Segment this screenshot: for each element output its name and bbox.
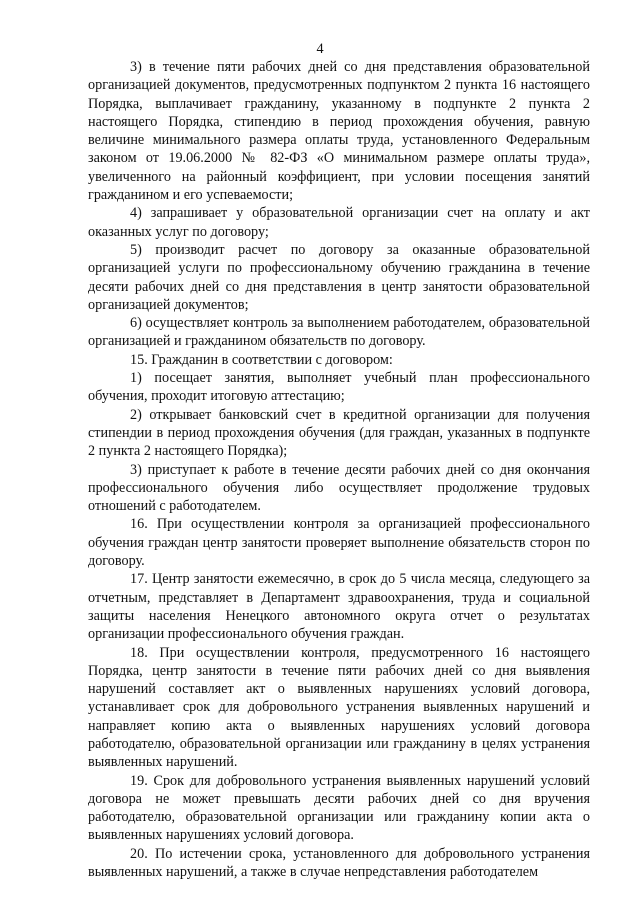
paragraph-19: 19. Срок для добровольного устранения выявленных нарушений условий договора не может превышать десяти рабочих дней со дня вручения работодателю, образовательной организации или гражданину копии акта о выявленных нарушениях условий договора.: [88, 772, 590, 844]
paragraph-16: 16. При осуществлении контроля за организацией профессионального обучения граждан центр занятости проверяет выполнение обязательств сторон по договору.: [88, 516, 590, 570]
paragraph-14-4: 4) запрашивает у образовательной организации счет на оплату и акт оказанных услуг по договору;: [88, 205, 590, 240]
paragraph-17: 17. Центр занятости ежемесячно, в срок до 5 числа месяца, следующего за отчетным, представляет в Департамент здравоохранения, труда и социальной защиты населения Ненецкого автономного округа отчет о результатах организации профессионального обучения граждан.: [88, 571, 590, 643]
paragraph-18: 18. При осуществлении контроля, предусмотренного 16 настоящего Порядка, центр занятости в течение пяти рабочих дней со дня выявления нарушений составляет акт о выявленных нарушениях условий договора, устанавливает срок для добровольного устранения выявленных нарушений и направляет копию акта о выявленных нарушениях условий договора работодателю, образовательной организации или гражданину в целях устранения выявленных нарушений.: [88, 644, 590, 771]
page-number: 4: [316, 41, 324, 57]
document-body: [88, 58, 590, 881]
paragraph-14-3: 3) в течение пяти рабочих дней со дня представления образовательной организацией документов, предусмотренных подпунктом 2 пункта 16 настоящего Порядка, выплачивает гражданину, указанному в подпункте 2 пункта 2 настоящего Порядка, стипендию в период прохождения обучения, равную величине минимального размера оплаты труда, установленного Федеральным законом от 19.06.2000 № 82-ФЗ «О минимальном размере оплаты труда», увеличенного на районный коэффициент, при условии посещения занятий гражданином и его успеваемости;: [88, 59, 590, 204]
paragraph-20: 20. По истечении срока, установленного для добровольного устранения выявленных нарушений, а также в случае непредставления работодателем: [88, 845, 590, 881]
paragraph-15-3: 3) приступает к работе в течение десяти рабочих дней со дня окончания профессионального обучения либо осуществляет продолжение трудовых отношений с работодателем.: [88, 461, 590, 515]
paragraph-14-5: 5) производит расчет по договору за оказанные образовательной организацией услуги по профессиональному обучению гражданина в течение десяти рабочих дней со дня представления в центр занятости образовательной организацией документов;: [88, 241, 590, 313]
paragraph-15-1: 1) посещает занятия, выполняет учебный план профессионального обучения, проходит итоговую аттестацию;: [88, 370, 590, 405]
paragraph-14-6: 6) осуществляет контроль за выполнением работодателем, образовательной организацией и гражданином обязательств по договору.: [88, 315, 590, 350]
paragraph-15: 15. Гражданин в соответствии с договором:: [130, 351, 393, 368]
paragraph-15-2: 2) открывает банковский счет в кредитной организации для получения стипендии в период прохождения обучения (для граждан, указанных в подпункте 2 пункта 2 настоящего Порядка);: [88, 406, 590, 460]
